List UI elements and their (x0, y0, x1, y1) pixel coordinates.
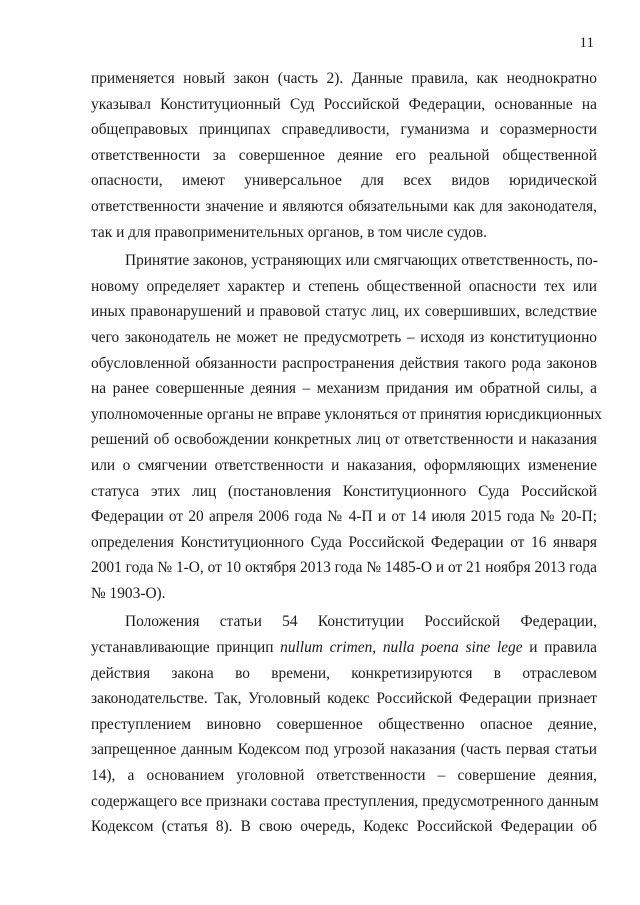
text-line: так и для правоприменительных органов, в том числе судов. (91, 223, 488, 241)
paragraph-2 (91, 248, 602, 606)
text-line: уполномоченные органы не вправе уклоняться от принятия юрисдикционных (91, 405, 602, 423)
text-fragment: устанавливающие принцип (91, 639, 281, 657)
text-line: Положения статьи 54 Конституции Российской Федерации, (125, 613, 597, 631)
text-line: опасности, имеют универсальное для всех видов юридической (91, 172, 597, 190)
text-line: преступлением виновно совершенное общественно опасное деяние, (91, 715, 597, 733)
text-line: общеправовых принципах справедливости, гуманизма и соразмерности (91, 121, 597, 139)
text-line: действия закона во времени, конкретизируются в отраслевом (91, 664, 597, 682)
text-line-with-latin-maxim (91, 635, 597, 661)
text-line: ответственности за совершенное деяние его реальной общественной (91, 146, 597, 164)
text-line: 2001 года № 1-О, от 10 октября 2013 года № 1485-О и от 21 ноября 2013 года (91, 559, 597, 577)
text-fragment: и правила (522, 639, 597, 657)
text-line: содержащего все признаки состава преступления, предусмотренного данным (91, 792, 599, 810)
text-line: № 1903-О). (91, 584, 166, 602)
text-line: указывал Конституционный Суд Российской Федерации, основанные на (91, 95, 597, 113)
text-line: запрещенное данным Кодексом под угрозой наказания (часть первая статьи (91, 741, 597, 759)
text-line: на ранее совершенные деяния – механизм придания им обратной силы, а (91, 380, 597, 398)
text-line: чего законодатель не может не предусмотреть – исходя из конституционно (91, 328, 597, 346)
paragraph-3 (91, 609, 597, 839)
text-line: применяется новый закон (часть 2). Данные правила, как неоднократно (91, 70, 597, 87)
text-line: или о смягчении ответственности и наказания, оформляющих изменение (91, 456, 597, 474)
latin-maxim: nullum crimen, nulla poena sine lege (280, 639, 523, 657)
text-line: законодательстве. Так, Уголовный кодекс Российской Федерации признает (91, 690, 597, 708)
text-line: Кодексом (статья 8). В свою очередь, Кодекс Российской Федерации об (91, 818, 597, 836)
text-line: 14), а основанием уголовной ответственности – совершение деяния, (91, 767, 597, 785)
text-line: Федерации от 20 апреля 2006 года № 4-П и от 14 июля 2015 года № 20-П; (91, 508, 597, 526)
paragraph-1 (91, 66, 597, 245)
text-line: Принятие законов, устраняющих или смягчающих ответственность, по- (125, 252, 598, 270)
text-line: определения Конституционного Суда Российской Федерации от 16 января (91, 533, 597, 551)
text-line: статуса этих лиц (постановления Конституционного Суда Российской (91, 482, 597, 500)
text-line: иных правонарушений и правовой статус лиц, их совершивших, вследствие (91, 303, 597, 321)
page-number: 11 (579, 35, 594, 51)
text-line: обусловленной обязанности распространения действия такого рода законов (91, 354, 597, 372)
text-line: ответственности значение и являются обязательными как для законодателя, (91, 197, 597, 215)
text-line: решений об освобождении конкретных лиц от ответственности и наказания (91, 431, 597, 449)
document-body (91, 66, 602, 840)
text-line: новому определяет характер и степень общественной опасности тех или (91, 277, 597, 295)
